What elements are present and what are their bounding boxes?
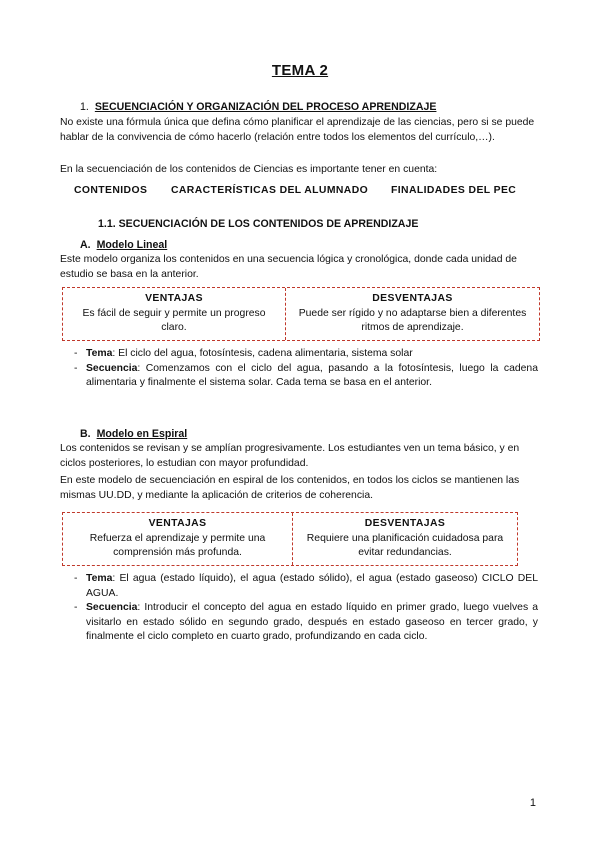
- model-a-bullets: [60, 347, 538, 391]
- subsection-heading: 1.1. SECUENCIACIÓN DE LOS CONTENIDOS DE APRENDIZAJE: [98, 218, 419, 230]
- model-b-table: [62, 512, 518, 566]
- bullet-text: : Comenzamos con el ciclo del agua, pasando a la fotosíntesis, luego la cadena alimentaria y finalmente el sistema solar. Cada tema se basa en el anterior.: [86, 362, 538, 388]
- model-b-pros-text: Refuerza el aprendizaje y permite una comprensión más profunda.: [89, 532, 266, 558]
- list-item: - Tema: El ciclo del agua, fotosíntesis, cadena alimentaria, sistema solar: [74, 348, 413, 359]
- list-item: - Tema: El agua (estado líquido), el agua (estado sólido), el agua (estado gaseoso) CICLO DEL AGUA.: [74, 573, 538, 599]
- model-b-description: Los contenidos se revisan y se amplían progresivamente. Los estudiantes ven un tema básico, y en ciclos posteriores, lo estudian con mayor profundidad.: [60, 443, 520, 469]
- section-1-note: En la secuenciación de los contenidos de Ciencias es importante tener en cuenta:: [60, 164, 438, 175]
- page-number: 1: [529, 797, 536, 809]
- model-a-pros-text: Es fácil de seguir y permite un progreso claro.: [82, 307, 266, 333]
- section-1-number: 1.: [80, 101, 89, 113]
- model-a-table: [62, 287, 540, 341]
- key-alumnado: CARACTERÍSTICAS DEL ALUMNADO: [171, 185, 369, 196]
- page-title: TEMA 2: [271, 62, 329, 79]
- model-a-cons-text: Puede ser rígido y no adaptarse bien a diferentes ritmos de aprendizaje.: [298, 307, 527, 333]
- bullet-text: : El ciclo del agua, fotosíntesis, cadena alimentaria, sistema solar: [112, 348, 413, 359]
- model-b-cons-text: Requiere una planificación cuidadosa para evitar redundancias.: [306, 532, 504, 558]
- model-b-letter: B.: [80, 428, 91, 440]
- section-1-title: SECUENCIACIÓN Y ORGANIZACIÓN DEL PROCESO APRENDIZAJE: [94, 101, 437, 113]
- model-a-pros-header: VENTAJAS: [145, 293, 203, 304]
- model-a-cons-cell: [285, 288, 539, 340]
- bullet-text: : El agua (estado líquido), el agua (estado sólido), el agua (estado gaseoso) CICLO DEL AGUA.: [86, 573, 538, 599]
- section-1-intro: No existe una fórmula única que defina cómo planificar el aprendizaje de las ciencias, pero si se puede hablar de la convivencia de cómo hacerlo (relación entre todos los elementos del currículo,…).: [60, 117, 535, 143]
- model-b-cons-header: DESVENTAJAS: [364, 518, 446, 529]
- model-b-pros-header: VENTAJAS: [148, 518, 207, 529]
- bullet-text: : Introducir el concepto del agua en estado líquido en primer grado, luego vuelves a visitarlo en estado sólido en segundo grado, después en estado gaseoso en tercer grado, y finalmente el ciclo completo en cuarto grado, profundizando en cada ciclo.: [86, 602, 538, 642]
- list-item: - Secuencia: Introducir el concepto del agua en estado líquido en primer grado, luego vuelves a visitarlo en estado sólido en segundo grado, después en estado gaseoso en tercer grado, y finalmente el ciclo completo en cuarto grado, profundizando en cada ciclo.: [74, 602, 538, 642]
- model-a-letter: A.: [80, 239, 91, 251]
- bullet-label: Tema: [86, 348, 113, 359]
- section-1-heading: [60, 101, 436, 113]
- key-factors: [60, 185, 540, 199]
- model-a-pros-cell: [63, 288, 285, 340]
- bullet-label: Secuencia: [86, 362, 138, 374]
- model-b-title: Modelo en Espiral: [96, 428, 188, 440]
- model-b-pros-cell: [63, 513, 292, 565]
- model-a-title: Modelo Lineal: [96, 239, 168, 251]
- key-contenidos: CONTENIDOS: [74, 185, 148, 196]
- list-item: - Secuencia: Comenzamos con el ciclo del agua, pasando a la fotosíntesis, luego la cadena alimentaria y finalmente el sistema solar. Cada tema se basa en el anterior.: [74, 362, 538, 388]
- bullet-label: Secuencia: [86, 602, 138, 613]
- key-finalidades: FINALIDADES DEL PEC: [391, 185, 517, 196]
- model-a-cons-header: DESVENTAJAS: [372, 293, 453, 304]
- model-b-cons-cell: [292, 513, 517, 565]
- model-b-bullets: [60, 572, 538, 645]
- model-a-heading: [60, 239, 167, 251]
- bullet-label: Tema: [86, 573, 113, 584]
- model-b-heading: [60, 428, 187, 440]
- model-a-description: Este modelo organiza los contenidos en una secuencia lógica y cronológica, donde cada unidad de estudio se basa en la anterior.: [60, 254, 517, 280]
- model-b-description-2: En este modelo de secuenciación en espiral de los contenidos, en todos los ciclos se mantienen las mismas UU.DD, y mediante la aplicación de criterios de coherencia.: [60, 475, 520, 501]
